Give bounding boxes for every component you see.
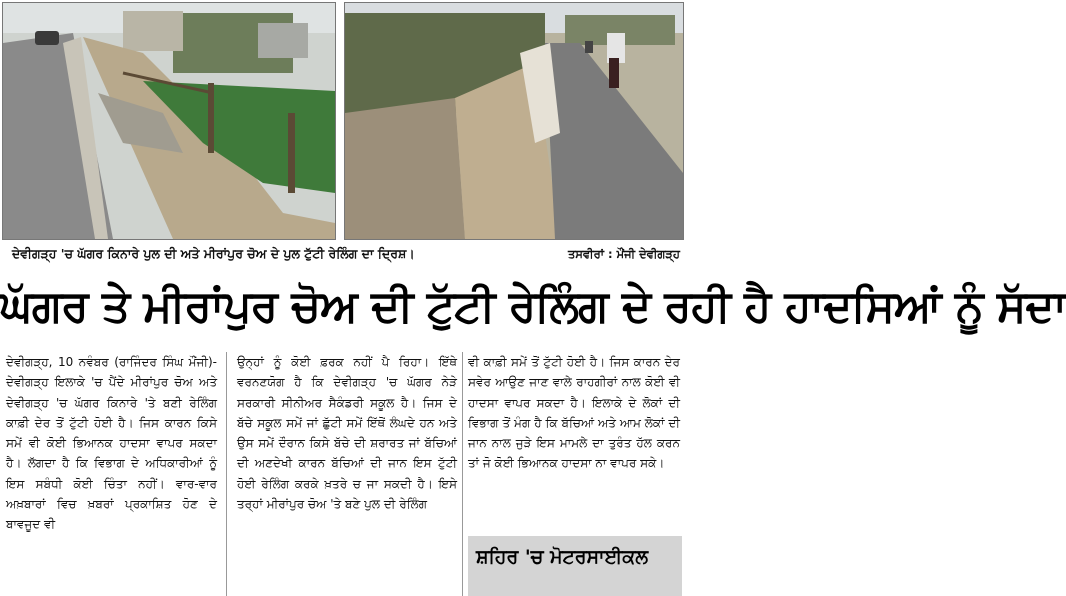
column-divider bbox=[462, 352, 463, 596]
broken-wall bbox=[345, 98, 465, 239]
photo-left-illustration bbox=[3, 3, 335, 239]
photo-caption-row bbox=[4, 243, 680, 265]
column-divider bbox=[226, 352, 227, 596]
photo-right-miranpur-bridge bbox=[344, 2, 684, 240]
photo-left-ghaggar-bridge bbox=[2, 2, 336, 240]
photo-right-illustration bbox=[345, 3, 683, 239]
next-story-headline: ਸ਼ਹਿਰ 'ਚ ਮੋਟਰਸਾਈਕਲ bbox=[476, 546, 649, 568]
article-column-1: ਦੇਵੀਗੜ੍ਹ, 10 ਨਵੰਬਰ (ਰਾਜਿੰਦਰ ਸਿੰਘ ਮੌਂਜੀ)-ਦੇਵੀਗੜ੍ਹ ਇਲਾਕੇ 'ਚ ਪੈਂਦੇ ਮੀਰਾਂਪੁਰ ਚੋਅ ਅਤੇ ਦੇਵੀਗੜ੍ਹ 'ਚ ਘੱਗਰ ਕਿਨਾਰੇ 'ਤੇ ਬਣੀ ਰੇਲਿੰਗ ਕਾਫ਼ੀ ਦੇਰ ਤੋਂ ਟੁੱਟੀ ਹੋਈ ਹੈ। ਜਿਸ ਕਾਰਨ ਕਿਸੇ ਸਮੇਂ ਵੀ ਕੋਈ ਭਿਆਨਕ ਹਾਦਸਾ ਵਾਪਰ ਸਕਦਾ ਹੈ। ਲੱਗਦਾ ਹੈ ਕਿ ਵਿਭਾਗ ਦੇ ਅਧਿਕਾਰੀਆਂ ਨੂੰ ਇਸ ਸਬੰਧੀ ਕੋਈ ਚਿੰਤਾ ਨਹੀਂ। ਵਾਰ-ਵਾਰ ਅਖ਼ਬਾਰਾਂ ਵਿਚ ਖ਼ਬਰਾਂ ਪ੍ਰਕਾਸ਼ਿਤ ਹੋਣ ਦੇ ਬਾਵਜੂਦ ਵੀ bbox=[6, 355, 217, 532]
car bbox=[35, 31, 59, 45]
photo-credit: ਤਸਵੀਰਾਂ : ਮੌਂਜੀ ਦੇਵੀਗੜ੍ਹ bbox=[567, 247, 680, 261]
headline: ਘੱਗਰ ਤੇ ਮੀਰਾਂਪੁਰ ਚੋਅ ਦੀ ਟੁੱਟੀ ਰੇਲਿੰਗ ਦੇ ਰਹੀ ਹੈ ਹਾਦਸਿਆਂ ਨੂੰ ਸੱਦਾ bbox=[0, 281, 1066, 332]
article-column-2: ਉਨ੍ਹਾਂ ਨੂੰ ਕੋਈ ਫ਼ਰਕ ਨਹੀਂ ਪੈ ਰਿਹਾ। ਇੱਥੇ ਵਰਨਣਯੋਗ ਹੈ ਕਿ ਦੇਵੀਗੜ੍ਹ 'ਚ ਘੱਗਰ ਨੇੜੇ ਸਰਕਾਰੀ ਸੀਨੀਅਰ ਸੈਕੰਡਰੀ ਸਕੂਲ ਹੈ। ਜਿਸ ਦੇ ਬੱਚੇ ਸਕੂਲ ਸਮੇਂ ਜਾਂ ਛੁੱਟੀ ਸਮੇਂ ਇੱਥੋਂ ਲੰਘਦੇ ਹਨ ਅਤੇ ਉਸ ਸਮੇਂ ਦੌਰਾਨ ਕਿਸੇ ਬੱਚੇ ਦੀ ਸ਼ਰਾਰਤ ਜਾਂ ਬੱਚਿਆਂ ਦੀ ਅਣਦੇਖੀ ਕਾਰਨ ਬੱਚਿਆਂ ਦੀ ਜਾਨ ਇਸ ਟੁੱਟੀ ਹੋਈ ਰੇਲਿੰਗ ਕਰਕੇ ਖ਼ਤਰੇ ਚ ਜਾ ਸਕਦੀ ਹੈ। ਇਸੇ ਤਰ੍ਹਾਂ ਮੀਰਾਂਪੁਰ ਚੋਅ 'ਤੇ ਬਣੇ ਪੁਲ ਦੀ ਰੇਲਿੰਗ bbox=[237, 355, 457, 512]
next-story-box bbox=[468, 536, 682, 596]
article-column-3: ਵੀ ਕਾਫ਼ੀ ਸਮੇਂ ਤੋਂ ਟੁੱਟੀ ਹੋਈ ਹੈ। ਜਿਸ ਕਾਰਨ ਦੇਰ ਸਵੇਰ ਆਉਣ ਜਾਣ ਵਾਲੇ ਰਾਹਗੀਰਾਂ ਨਾਲ ਕੋਈ ਵੀ ਹਾਦਸਾ ਵਾਪਰ ਸਕਦਾ ਹੈ। ਇਲਾਕੇ ਦੇ ਲੋਕਾਂ ਦੀ ਵਿਭਾਗ ਤੋਂ ਮੰਗ ਹੈ ਕਿ ਬੱਚਿਆਂ ਅਤੇ ਆਮ ਲੋਕਾਂ ਦੀ ਜਾਨ ਨਾਲ ਜੁੜੇ ਇਸ ਮਾਮਲੇ ਦਾ ਤੁਰੰਤ ਹੱਲ ਕਰਨ ਤਾਂ ਜੋ ਕੋਈ ਭਿਆਨਕ ਹਾਦਸਾ ਨਾ ਵਾਪਰ ਸਕੇ। bbox=[468, 355, 680, 471]
photo-caption: ਦੇਵੀਗੜ੍ਹ 'ਚ ਘੱਗਰ ਕਿਨਾਰੇ ਪੁਲ ਦੀ ਅਤੇ ਮੀਰਾਂਪੁਰ ਚੋਅ ਦੇ ਪੁਲ ਟੁੱਟੀ ਰੇਲਿੰਗ ਦਾ ਦ੍ਰਿਸ਼। bbox=[12, 246, 415, 261]
